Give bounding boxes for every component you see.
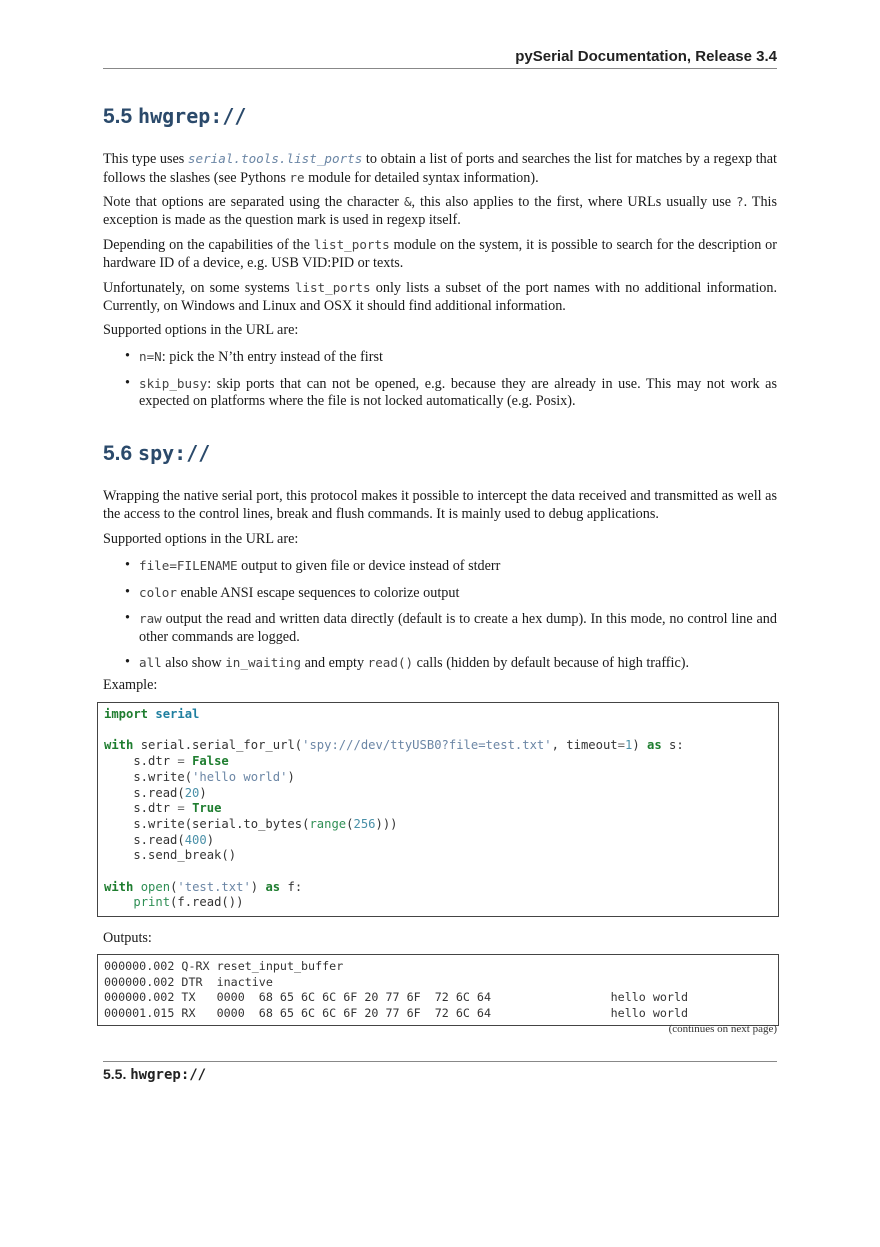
- code-text: ): [250, 879, 266, 894]
- number-literal: 1: [625, 738, 633, 753]
- keyword: as: [647, 738, 662, 753]
- text: output to given file or device instead of stderr: [237, 558, 501, 574]
- code-text: s.read(: [104, 785, 185, 800]
- output-line: 000001.015 RX 0000 68 65 6C 6C 6F 20 77 6F 72 6C 64 hello world: [104, 1006, 689, 1021]
- inline-code: &: [403, 194, 412, 209]
- number-literal: 256: [353, 816, 376, 831]
- output-line: 000000.002 Q-RX reset_input_buffer: [104, 959, 344, 973]
- paragraph: [103, 279, 777, 315]
- keyword: as: [265, 879, 281, 894]
- footer-title: hwgrep://: [130, 1067, 207, 1083]
- keyword: True: [192, 801, 222, 816]
- running-footer: [103, 1066, 206, 1083]
- section-number: 5.6: [103, 442, 133, 465]
- inline-code: color: [139, 584, 177, 600]
- code-text: [104, 895, 133, 909]
- text: module on the system, it is possible to search for the description or hardware ID of a device, e.g. USB VID:PID or texts.: [103, 237, 778, 271]
- code-text: (: [170, 879, 178, 894]
- operator: =: [177, 754, 185, 769]
- paragraph: [103, 236, 777, 272]
- text: output the read and written data directly (default is to create a hex dump). In this mode, no control line and other commands are logged.: [139, 611, 777, 645]
- text: enable ANSI escape sequences to colorize output: [176, 584, 460, 601]
- builtin: open: [140, 879, 171, 894]
- keyword: False: [192, 754, 229, 769]
- operator: =: [617, 738, 625, 753]
- code-text: (: [346, 816, 354, 831]
- code-text: s.write(: [104, 769, 193, 784]
- inline-code: skip_busy: [139, 375, 208, 391]
- keyword: with: [104, 738, 134, 753]
- inline-code: read(): [367, 655, 414, 670]
- builtin: print: [133, 895, 171, 910]
- footer-number: 5.5.: [103, 1066, 127, 1082]
- code-text: serial.serial_for_url(: [133, 738, 303, 753]
- text: only lists a subset of the port names with no additional information. Currently, on Windows and Linux and OSX it should find additional information.: [103, 280, 778, 314]
- continues-note: (continues on next page): [668, 1023, 777, 1035]
- inline-code: file=FILENAME: [139, 558, 238, 573]
- keyword: with: [104, 879, 134, 894]
- footer-rule: [103, 1061, 777, 1062]
- code-text: s.read(: [104, 832, 185, 847]
- example-label: Example:: [103, 677, 158, 693]
- code-text: s.dtr: [104, 754, 178, 769]
- section-heading-5-6: [103, 441, 210, 466]
- paragraph: [103, 193, 777, 229]
- inline-code: ?: [735, 194, 744, 209]
- code-text: (f.read()): [170, 895, 244, 910]
- code-text: ): [206, 832, 215, 847]
- text: . This exception is made as the question mark is used in regexp itself.: [103, 194, 777, 228]
- code-text: s.write(serial.to_bytes(: [104, 816, 310, 831]
- text: This type uses: [103, 151, 188, 167]
- text: Depending on the capabilities of the: [103, 237, 314, 253]
- number-literal: 400: [184, 832, 207, 847]
- code-text: ): [287, 769, 295, 784]
- operator: =: [177, 801, 185, 816]
- code-text: , timeout: [551, 738, 618, 753]
- text: module for detailed syntax information).: [304, 169, 539, 186]
- options-list: [103, 348, 777, 411]
- string-literal: 'test.txt': [177, 879, 251, 894]
- inline-code: list_ports: [294, 280, 371, 295]
- code-text: s:: [661, 738, 684, 753]
- text: Unfortunately, on some systems: [103, 280, 295, 296]
- code-text: f:: [280, 879, 303, 894]
- header-rule: [103, 68, 777, 69]
- list-item: [103, 348, 777, 367]
- inline-code: raw: [139, 611, 162, 626]
- builtin: range: [309, 816, 347, 831]
- output-line: 000000.002 DTR inactive: [104, 974, 273, 989]
- inline-code: list_ports: [313, 237, 390, 252]
- list-item: [103, 584, 777, 603]
- list-item: [103, 654, 777, 673]
- list-item: [103, 557, 777, 576]
- running-header: pySerial Documentation, Release 3.4: [515, 48, 777, 65]
- inline-code: in_waiting: [225, 655, 302, 670]
- code-block-example: [97, 702, 779, 917]
- keyword: import: [104, 707, 149, 721]
- output-line: 000000.002 TX 0000 68 65 6C 6C 6F 20 77 6F 72 6C 64 hello world: [104, 990, 689, 1005]
- string-literal: 'spy:///dev/ttyUSB0?file=test.txt': [302, 738, 552, 753]
- text: calls (hidden by default because of high traffic).: [413, 655, 690, 671]
- text: Note that options are separated using the character: [103, 194, 404, 210]
- section-number: 5.5: [103, 105, 133, 128]
- code-text: ): [632, 738, 648, 753]
- text: , this also applies to the first, where URLs usually use: [411, 194, 736, 210]
- paragraph: Supported options in the URL are:: [103, 322, 299, 338]
- text: also show: [161, 655, 226, 671]
- section-heading-5-5: [103, 104, 246, 129]
- text: to obtain a list of ports and searches the list for matches by a regexp that follows the slashes (see Pythons: [103, 151, 777, 186]
- paragraph: Supported options in the URL are:: [103, 531, 299, 547]
- list-ports-link[interactable]: serial.tools.list_ports: [187, 151, 363, 166]
- re-module: re: [289, 169, 305, 185]
- list-item: [103, 375, 777, 411]
- number-literal: 20: [184, 785, 200, 800]
- text: : pick the N’th entry instead of the first: [161, 349, 383, 365]
- module-name: serial: [155, 707, 200, 721]
- code-block-output: [97, 954, 779, 1026]
- code-text: s.dtr: [104, 801, 178, 816]
- options-list: [103, 557, 777, 673]
- paragraph: Wrapping the native serial port, this protocol makes it possible to intercept the data received and transmitted as well as the access to the control lines, break and flush commands. It is mainly used to debug applications.: [103, 488, 777, 522]
- text: and empty: [301, 655, 368, 671]
- section-title: hwgrep://: [138, 104, 247, 128]
- paragraph: [103, 150, 777, 187]
- string-literal: 'hello world': [192, 769, 288, 784]
- outputs-label: Outputs:: [103, 930, 152, 946]
- text: : skip ports that can not be opened, e.g. because they are already in use. This may not work as expected on platforms where the file is not locked automatically (e.g. Posix).: [139, 375, 777, 409]
- inline-code: n=N: [139, 349, 162, 364]
- inline-code: all: [139, 655, 162, 670]
- code-text: s.send_break(): [104, 848, 237, 863]
- code-text: ))): [375, 816, 398, 831]
- code-text: ): [199, 785, 207, 800]
- section-title: spy://: [138, 441, 211, 465]
- list-item: [103, 610, 777, 646]
